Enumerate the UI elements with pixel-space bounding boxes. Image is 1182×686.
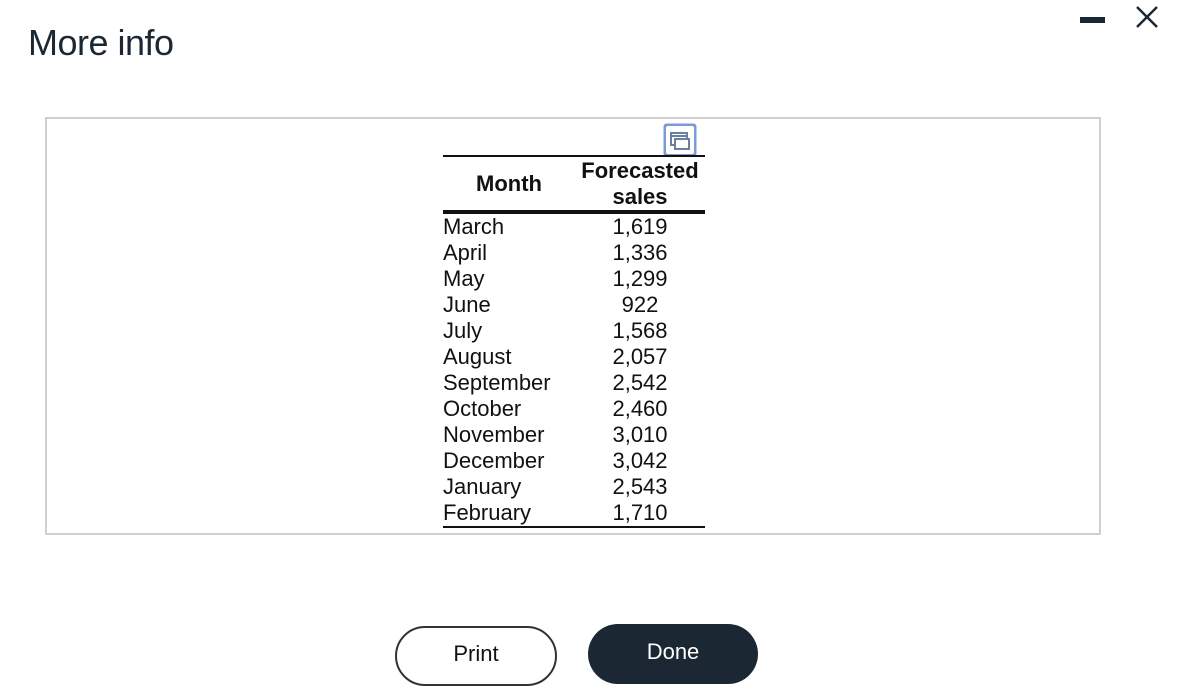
- done-button[interactable]: Done: [588, 624, 758, 684]
- table-row: [443, 266, 705, 292]
- table-row: [443, 240, 705, 266]
- table-row: [443, 318, 705, 344]
- month-cell: September: [443, 370, 551, 395]
- month-cell: April: [443, 240, 488, 265]
- table-row: [443, 396, 705, 422]
- minimize-icon[interactable]: [1080, 17, 1105, 23]
- table-row: [443, 448, 705, 474]
- month-column-header: Month: [476, 170, 542, 196]
- month-cell: February: [443, 500, 532, 525]
- info-panel: [45, 117, 1101, 535]
- table-header-row: [443, 156, 705, 212]
- sales-cell: 3,042: [612, 448, 668, 473]
- copy-table-icon[interactable]: [663, 123, 697, 157]
- month-cell: October: [443, 396, 522, 421]
- month-cell: December: [443, 448, 545, 473]
- sales-cell: 2,460: [612, 396, 668, 421]
- sales-cell: 2,543: [612, 474, 668, 499]
- month-cell: July: [443, 318, 483, 343]
- sales-cell: 1,710: [612, 500, 668, 525]
- table-row: [443, 500, 705, 527]
- table-row: [443, 212, 705, 240]
- month-cell: August: [443, 344, 512, 369]
- table-row: [443, 344, 705, 370]
- table-row: [443, 370, 705, 396]
- print-button[interactable]: Print: [395, 626, 557, 686]
- table-row: [443, 292, 705, 318]
- sales-cell: 1,619: [612, 214, 668, 239]
- sales-header-line2: sales: [612, 184, 668, 209]
- sales-cell: 922: [621, 292, 659, 317]
- sales-cell: 1,336: [612, 240, 668, 265]
- sales-cell: 2,057: [612, 344, 668, 369]
- month-cell: January: [443, 474, 522, 499]
- sales-cell: 1,299: [612, 266, 668, 291]
- close-icon[interactable]: [1133, 3, 1161, 31]
- table-row: [443, 474, 705, 500]
- table-row: [443, 422, 705, 448]
- sales-cell: 3,010: [612, 422, 668, 447]
- forecasted-sales-table: [443, 155, 705, 528]
- sales-header-line1: Forecasted: [581, 158, 699, 183]
- sales-cell: 1,568: [612, 318, 668, 343]
- sales-column-header: [575, 156, 705, 212]
- dialog-title: More info: [28, 22, 174, 63]
- month-cell: May: [443, 266, 485, 291]
- month-cell: March: [443, 214, 505, 239]
- month-cell: June: [443, 292, 491, 317]
- month-cell: November: [443, 422, 545, 447]
- sales-cell: 2,542: [612, 370, 668, 395]
